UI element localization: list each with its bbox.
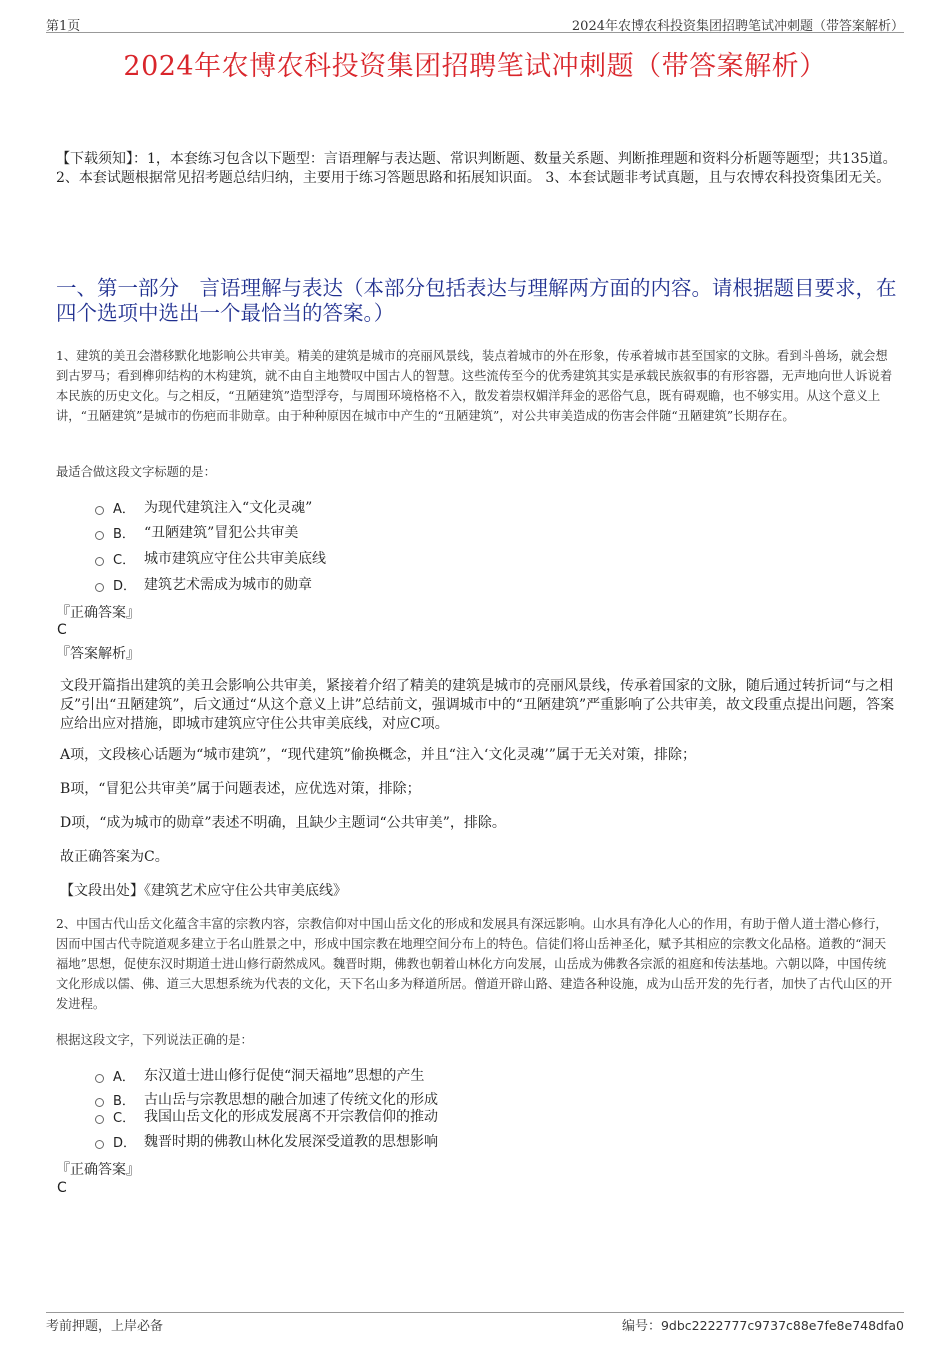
option-letter: B． (113, 1093, 135, 1109)
running-title: 2024年农博农科投资集团招聘笔试冲刺题（带答案解析） (571, 19, 904, 34)
question-2-prompt: 根据这段文字，下列说法正确的是： (56, 1033, 253, 1047)
footer-slogan: 考前押题，上岸必备 (46, 1319, 164, 1334)
option-text: 东汉道士进山修行促使“洞天福地”思想的产生 (144, 1068, 425, 1084)
radio-icon[interactable] (95, 1115, 104, 1124)
question-1-answer-label: 『正确答案』 (56, 605, 140, 621)
question-1-option-c[interactable] (95, 547, 326, 569)
radio-icon[interactable] (95, 506, 104, 515)
question-2-stem: 2、中国古代山岳文化蕴含丰富的宗教内容，宗教信仰对中国山岳文化的形成和发展具有深远影响。山水具有净化人心的作用，有助于僧人道士潜心修行，因而中国古代寺院道观多建立于名山胜景之中，形成中国宗教在地理空间分布上的特色。信徒们将山岳神圣化，赋予其相应的宗教文化品格。道教的“洞天福地”思想，促使东汉时期道士进山修行蔚然成风。魏晋时期，佛教也朝着山林化方向发展，山岳成为佛教各宗派的祖庭和传法基地。六朝以降，中国传统文化形成以儒、佛、道三大思想系统为代表的文化，天下名山多为释道所居。僧道开辟山路、建造各种设施，成为山岳开发的先行者，加快了古代山区的开发进程。 (56, 917, 893, 1011)
header-divider (46, 32, 904, 33)
section-heading: 一、第一部分 言语理解与表达（本部分包括表达与理解两方面的内容。请根据题目要求，在四个选项中选出一个最恰当的答案。） (56, 276, 897, 325)
radio-icon[interactable] (95, 1140, 104, 1149)
question-2-option-c[interactable] (95, 1105, 438, 1127)
option-text: 古山岳与宗教思想的融合加速了传统文化的形成 (144, 1092, 438, 1108)
option-text: 建筑艺术需成为城市的勋章 (144, 577, 312, 593)
question-1-source: 【文段出处】《建筑艺术应守住公共审美底线》 (60, 883, 347, 899)
option-text: 魏晋时期的佛教山林化发展深受道教的思想影响 (144, 1134, 438, 1150)
page-number: 第1页 (46, 19, 81, 34)
radio-icon[interactable] (95, 531, 104, 540)
option-letter: C． (113, 1110, 136, 1126)
option-letter: D． (113, 1135, 137, 1151)
option-text: 我国山岳文化的形成发展离不开宗教信仰的推动 (144, 1109, 438, 1125)
radio-icon[interactable] (95, 583, 104, 592)
question-1-prompt: 最适合做这段文字标题的是： (56, 465, 216, 479)
option-letter: D． (113, 578, 137, 594)
option-text: 为现代建筑注入“文化灵魂” (144, 500, 313, 516)
question-1-option-d[interactable] (95, 573, 312, 595)
question-1-analysis-label: 『答案解析』 (56, 646, 140, 662)
option-text: 城市建筑应守住公共审美底线 (144, 551, 326, 567)
document-title: 2024年农博农科投资集团招聘笔试冲刺题（带答案解析） (123, 51, 827, 82)
option-letter: A． (113, 1069, 135, 1085)
question-2-option-d[interactable] (95, 1130, 438, 1152)
question-1-option-b[interactable] (95, 521, 298, 543)
question-1-analysis-summary: 文段开篇指出建筑的美丑会影响公共审美，紧接着介绍了精美的建筑是城市的亮丽风景线，传承着国家的文脉，随后通过转折词“与之相反”引出“丑陋建筑”，后文通过“从这个意义上讲”总结前文，强调城市中的“丑陋建筑”严重影响了公共审美，故文段重点提出问题，答案应给出应对措施，即城市建筑应守住公共审美底线，对应C项。 (60, 678, 895, 732)
code-label: 编号： (621, 1319, 661, 1334)
option-text: “丑陋建筑”冒犯公共审美 (144, 525, 299, 541)
question-1-answer: C (57, 622, 67, 638)
question-1-analysis-a: A项，文段核心话题为“城市建筑”，“现代建筑”偷换概念，并且“注入‘文化灵魂’”属于无关对策，排除； (60, 747, 696, 763)
download-notice: 【下载须知】：1，本套练习包含以下题型：言语理解与表达题、常识判断题、数量关系题、判断推理题和资料分析题等题型；共135道。 2、本套试题根据常见招考题总结归纳，主要用于练习答题思路和拓展知识面。 3、本套试题非考试真题，且与农博农科投资集团无关。 (56, 151, 897, 186)
code-value: 9dbc2222777c9737c88e7fe8e748dfa0 (660, 1318, 904, 1333)
option-letter: B． (113, 526, 135, 542)
question-1-analysis-d: D项，“成为城市的勋章”表述不明确，且缺少主题词“公共审美”，排除。 (60, 815, 506, 831)
footer-divider (46, 1312, 904, 1313)
question-1-stem: 1、建筑的美丑会潜移默化地影响公共审美。精美的建筑是城市的亮丽风景线，装点着城市的外在形象，传承着城市甚至国家的文脉。看到斗兽场，就会想到古罗马；看到榫卯结构的木构建筑，就不由自主地赞叹中国古人的智慧。这些流传至今的优秀建筑其实是承载民族叙事的有形容器，无声地向世人诉说着本民族的历史文化。与之相反，“丑陋建筑”造型浮夸，与周围环境格格不入，散发着崇权媚洋拜金的恶俗气息，既有碍观瞻，也不够实用。从这个意义上讲，“丑陋建筑”是城市的伤疤而非勋章。由于种种原因在城市中产生的“丑陋建筑”，对公共审美造成的伤害会伴随“丑陋建筑”长期存在。 (56, 349, 893, 423)
question-1-conclusion: 故正确答案为C。 (60, 849, 169, 865)
question-1-analysis-b: B项，“冒犯公共审美”属于问题表述，应优选对策，排除； (60, 781, 421, 797)
question-1-option-a[interactable] (95, 496, 312, 518)
radio-icon[interactable] (95, 557, 104, 566)
option-letter: A． (113, 501, 135, 517)
option-letter: C． (113, 552, 136, 568)
footer-code (622, 1315, 904, 1334)
radio-icon[interactable] (95, 1074, 104, 1083)
question-2-option-a[interactable] (95, 1064, 424, 1086)
question-2-answer: C (57, 1180, 67, 1196)
question-2-answer-label: 『正确答案』 (56, 1162, 140, 1178)
